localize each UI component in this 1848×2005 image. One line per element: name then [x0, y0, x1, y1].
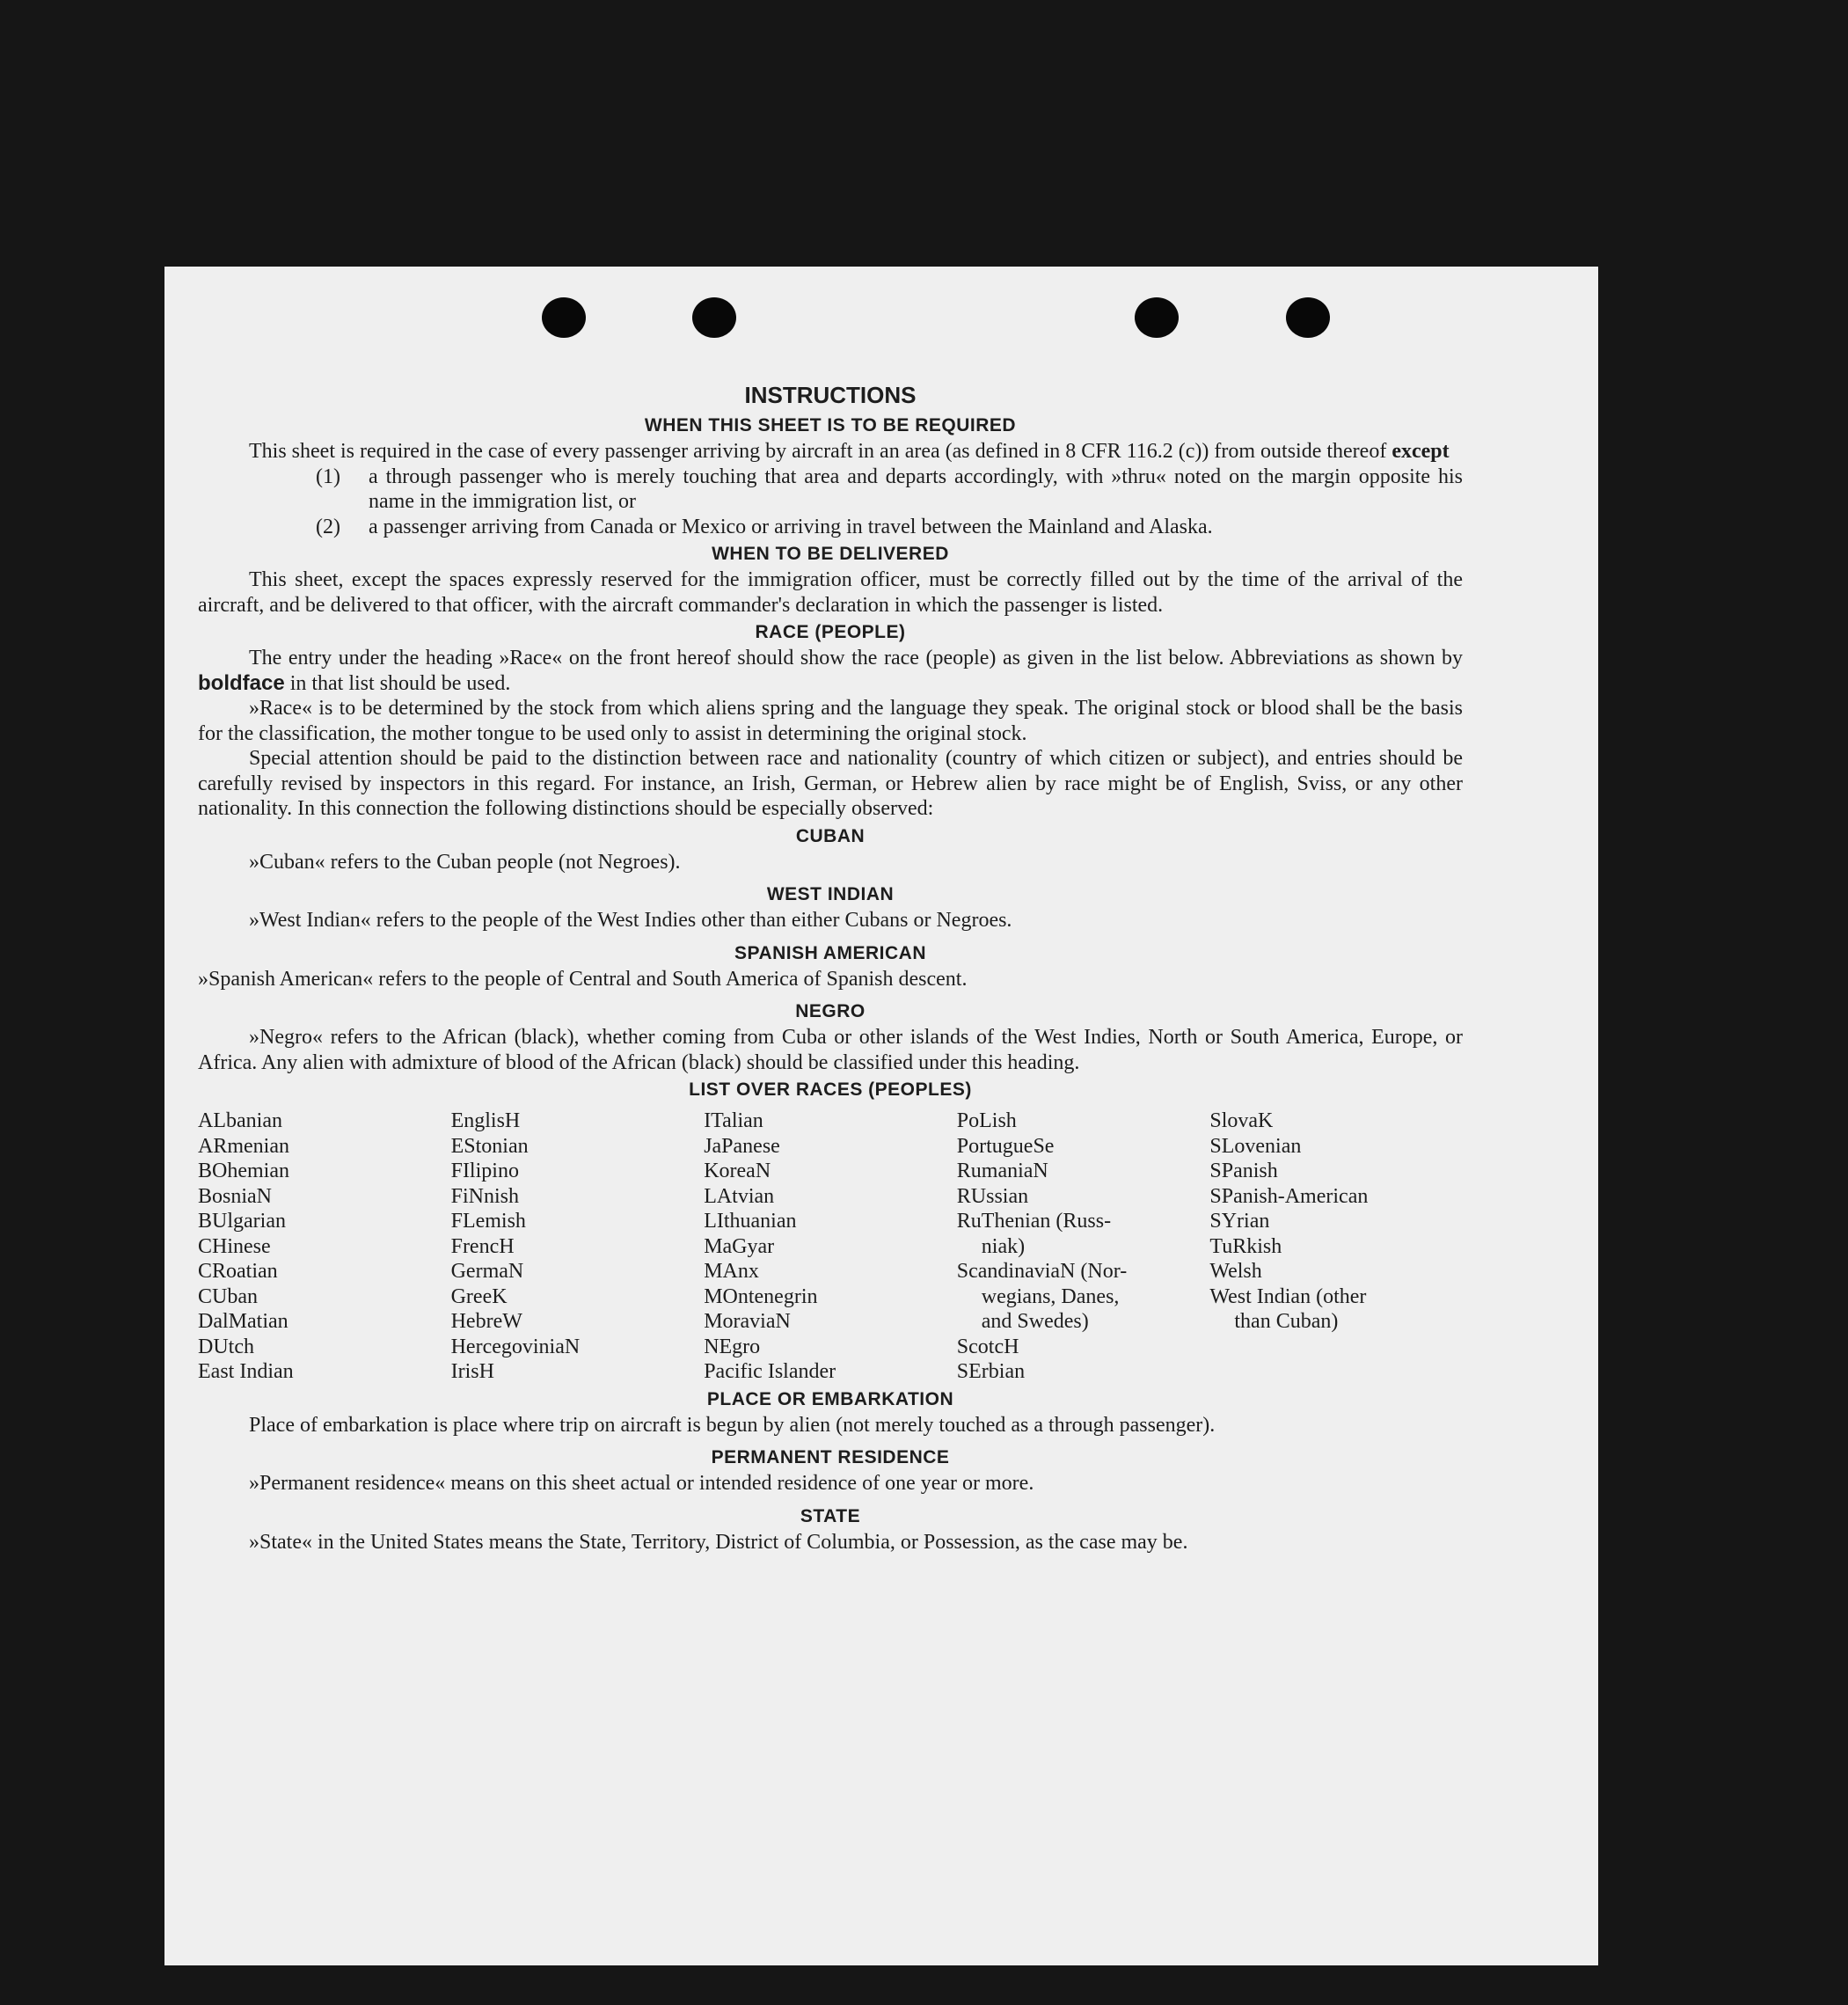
paragraph: »Negro« refers to the African (black), whether coming from Cuba or other islands of the West Indies, North or South America, Europe, or Africa. Any alien with admixture of blood of the African (black) should be classified under this heading.	[198, 1026, 1463, 1074]
race-entry: TuRkish	[1209, 1234, 1282, 1258]
race-entry: SPanish-American	[1209, 1184, 1369, 1208]
race-entry: MoraviaN	[704, 1310, 791, 1333]
race-entry: SlovaK	[1209, 1109, 1274, 1132]
race-entry: SErbian	[956, 1360, 1026, 1383]
race-column	[451, 1109, 705, 1385]
section-heading: CUBAN	[795, 825, 866, 846]
section-heading: PLACE OR EMBARKATION	[706, 1388, 954, 1409]
race-entry: SLovenian	[1209, 1134, 1302, 1158]
race-entry: CRoatian	[198, 1260, 278, 1283]
race-column	[957, 1109, 1210, 1385]
race-entry: LAtvian	[704, 1184, 775, 1208]
race-entry: SYrian	[1209, 1210, 1270, 1233]
race-entry: FiNnish	[450, 1184, 519, 1208]
race-entry: BosniaN	[198, 1184, 272, 1208]
race-entry: CUban	[198, 1284, 258, 1308]
paragraph: »West Indian« refers to the people of the West Indies other than either Cubans or Negroes.	[249, 909, 1012, 932]
race-column	[704, 1109, 957, 1385]
race-entry: JaPanese	[704, 1134, 780, 1158]
section-heading: SPANISH AMERICAN	[734, 942, 926, 963]
race-entry: ScotcH	[956, 1335, 1019, 1358]
race-entry: niak)	[981, 1234, 1026, 1258]
race-entry: SPanish	[1209, 1160, 1278, 1182]
race-entry: Welsh	[1209, 1260, 1262, 1283]
race-entry: GermaN	[450, 1260, 524, 1283]
paragraph: This sheet is required in the case of every passenger arriving by aircraft in an area (as defined in 8 CFR 116.2 (c)) from outside thereof except	[249, 440, 1450, 463]
section-heading: LIST OVER RACES (PEOPLES)	[689, 1079, 972, 1100]
race-entry: DalMatian	[198, 1310, 289, 1333]
race-entry: ITalian	[704, 1109, 763, 1132]
section-heading: WHEN THIS SHEET IS TO BE REQUIRED	[644, 415, 1017, 435]
instructions-content	[198, 379, 1463, 1555]
race-entry: DUtch	[198, 1335, 254, 1358]
race-column	[1209, 1109, 1463, 1385]
race-entry: PortugueSe	[956, 1134, 1055, 1158]
paragraph: This sheet, except the spaces expressly reserved for the immigration officer, must be correctly filled out by the time of the arrival of the aircraft, and be delivered to that officer, with the aircraft commander's declaration in which the passenger is listed.	[198, 568, 1463, 617]
race-entry: West Indian (other	[1209, 1284, 1367, 1308]
section-heading: WHEN TO BE DELIVERED	[712, 544, 949, 564]
punch-hole	[542, 297, 586, 338]
paragraph: The entry under the heading »Race« on the front hereof should show the race (people) as given in the list below. Abbreviations as shown by boldface in that list should be used.	[198, 647, 1463, 695]
paragraph: »Spanish American« refers to the people of Central and South America of Spanish descent.	[198, 967, 968, 991]
race-entry: PoLish	[956, 1109, 1017, 1132]
race-entry: ARmenian	[198, 1134, 289, 1158]
race-entry: FIlipino	[450, 1160, 519, 1182]
section-heading: PERMANENT RESIDENCE	[711, 1447, 950, 1467]
race-entry: BUlgarian	[198, 1210, 286, 1233]
race-entry: ALbanian	[198, 1109, 282, 1132]
paragraph: »Permanent residence« means on this sheet actual or intended residence of one year or more.	[249, 1472, 1034, 1495]
section-heading: WEST INDIAN	[766, 884, 895, 904]
document-sheet	[164, 267, 1598, 1965]
punch-hole	[1286, 297, 1330, 338]
paragraph: Special attention should be paid to the distinction between race and nationality (country of which citizen or subject), and entries should be carefully revised by inspectors in this regard. For instance, an Irish, German, or Hebrew alien by race might be of English, Sviss, or any other nationality. In this connection the following distinctions should be especially observed:	[198, 747, 1463, 820]
race-entry: RuThenian (Russ-	[956, 1210, 1112, 1233]
punch-hole	[1135, 297, 1179, 338]
page-title: INSTRUCTIONS	[744, 382, 917, 408]
race-entry: LIthuanian	[704, 1210, 797, 1233]
paragraph: »Race« is to be determined by the stock from which aliens spring and the language they speak. The original stock or blood shall be the basis for the classification, the mother tongue to be used only to assist in determining the original stock.	[198, 697, 1463, 745]
race-entry: IrisH	[450, 1360, 494, 1383]
paragraph: Place of embarkation is place where trip on aircraft is begun by alien (not merely touched as a through passenger).	[249, 1413, 1216, 1437]
race-entry: Pacific Islander	[704, 1360, 836, 1383]
race-entry: RumaniaN	[956, 1160, 1048, 1182]
race-entry: HebreW	[450, 1310, 522, 1333]
race-entry: FLemish	[450, 1210, 526, 1233]
race-entry: FrencH	[450, 1234, 515, 1258]
race-entry: NEgro	[704, 1335, 761, 1358]
race-entry: EStonian	[450, 1134, 529, 1158]
race-entry: CHinese	[198, 1234, 271, 1258]
section-heading: NEGRO	[795, 1001, 866, 1021]
section-heading: STATE	[800, 1505, 861, 1526]
race-list	[198, 1109, 1463, 1385]
race-entry: MAnx	[704, 1260, 759, 1283]
race-entry: BOhemian	[198, 1160, 289, 1182]
race-entry: than Cuban)	[1234, 1310, 1339, 1333]
paragraph: »State« in the United States means the State, Territory, District of Columbia, or Possession, as the case may be.	[249, 1530, 1188, 1554]
list-item: (2) a passenger arriving from Canada or Mexico or arriving in travel between the Mainland and Alaska.	[316, 515, 1213, 538]
paragraph: »Cuban« refers to the Cuban people (not Negroes).	[249, 850, 681, 874]
race-entry: GreeK	[450, 1284, 508, 1308]
race-entry: EnglisH	[450, 1109, 521, 1132]
race-entry: and Swedes)	[981, 1310, 1089, 1333]
race-entry: East Indian	[198, 1360, 294, 1383]
race-entry: HercegoviniaN	[450, 1335, 581, 1358]
race-entry: RUssian	[956, 1184, 1029, 1208]
punch-hole	[692, 297, 736, 338]
race-entry: KoreaN	[704, 1160, 771, 1182]
race-entry: MOntenegrin	[704, 1284, 818, 1308]
list-item: (1) a through passenger who is merely touching that area and departs accordingly, with »thru« noted on the margin opposite his name in the immigration list, or	[316, 465, 1463, 513]
race-entry: ScandinaviaN (Nor-	[956, 1260, 1128, 1283]
race-column	[198, 1109, 451, 1385]
section-heading: RACE (PEOPLE)	[755, 622, 906, 642]
race-entry: MaGyar	[704, 1234, 775, 1258]
race-entry: wegians, Danes,	[981, 1284, 1120, 1308]
